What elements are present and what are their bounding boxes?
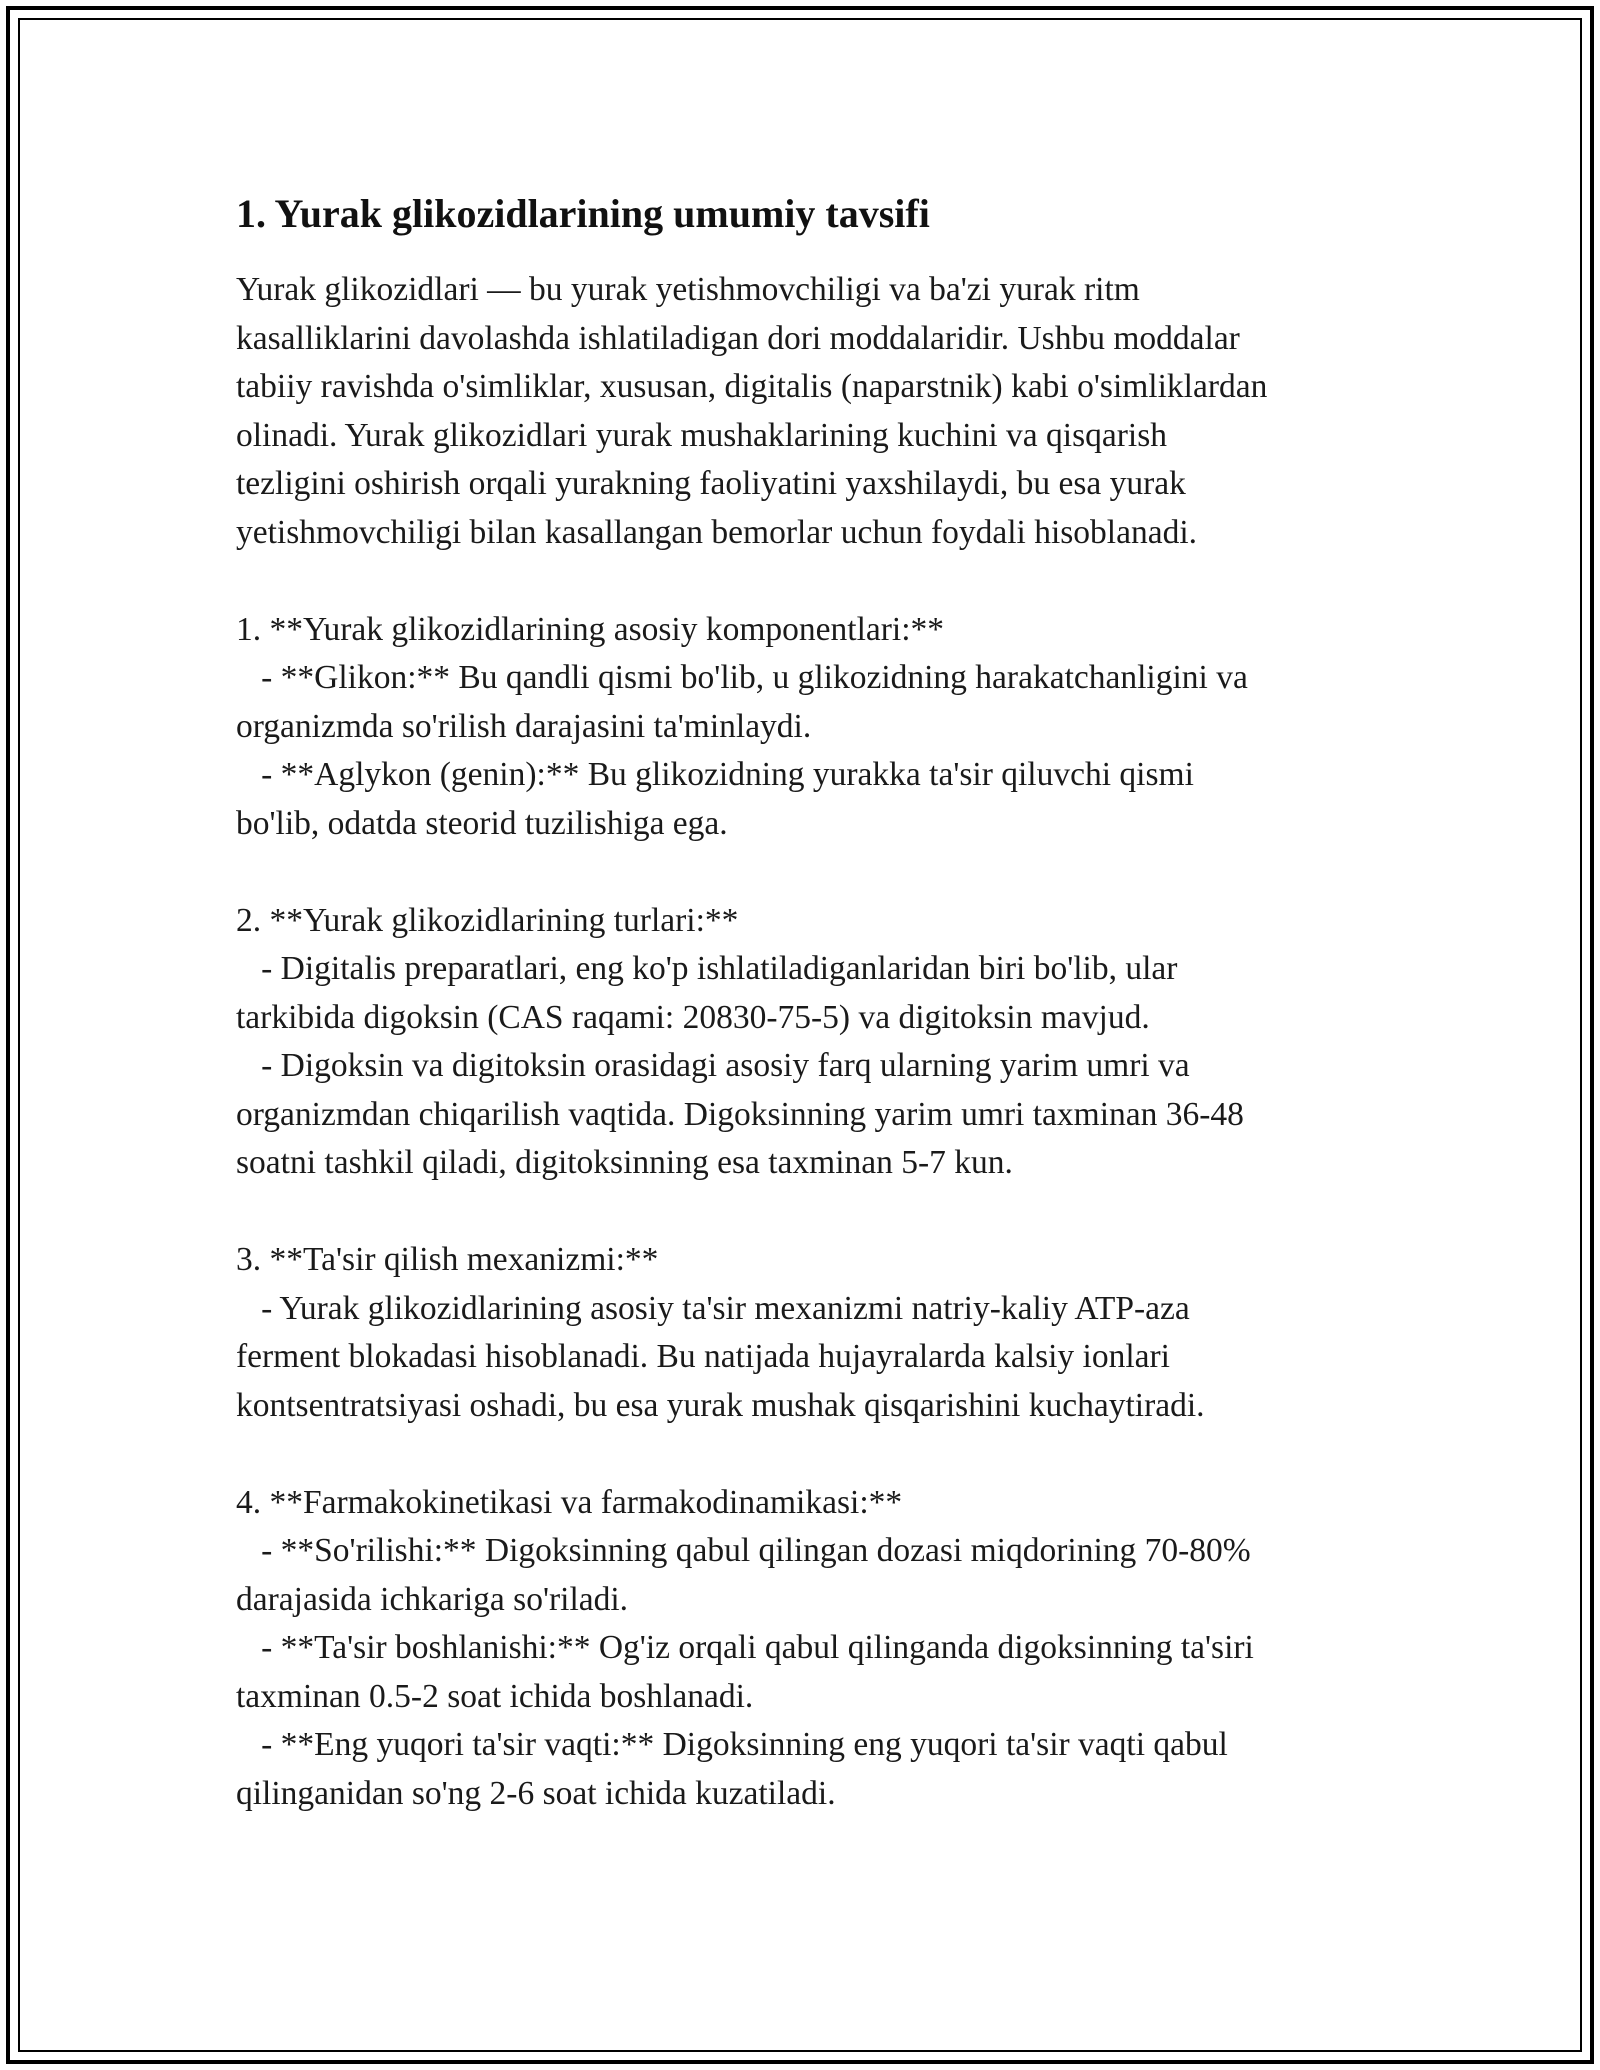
section-types (236, 897, 1386, 1188)
list-item: - Digitalis preparatlari, eng ko'p ishlatiladiganlaridan biri bo'lib, ular tarkibida digoksin (CAS raqami: 20830-75-5) va digitoksin mavjud. (236, 950, 1178, 1036)
section-heading: 1. **Yurak glikozidlarining asosiy komponentlari:** (236, 610, 945, 648)
list-item: - **Eng yuqori ta'sir vaqti:** Digoksinning eng yuqori ta'sir vaqti qabul qilinganidan so'ng 2-6 soat ichida kuzatiladi. (236, 1726, 1228, 1812)
list-item: - Digoksin va digitoksin orasidagi asosiy farq ularning yarim umri va organizmdan chiqarilish vaqtida. Digoksinning yarim umri taxminan 36-48 soatni tashkil qiladi, digitoksinning esa taxminan 5-7 kun. (236, 1047, 1244, 1181)
section-heading: 2. **Yurak glikozidlarining turlari:** (236, 901, 739, 939)
intro-paragraph: Yurak glikozidlari — bu yurak yetishmovchiligi va ba'zi yurak ritm kasalliklarini davolashda ishlatiladigan dori moddalaridir. Ushbu moddalar tabiiy ravishda o'simliklar, xususan, digitalis (naparstnik) kabi o'simliklardan olinadi. Yurak glikozidlari yurak mushaklarining kuchini va qisqarish tezligini oshirish orqali yurakning faoliyatini yaxshilaydi, bu esa yurak yetishmovchiligi bilan kasallangan bemorlar uchun foydali hisoblanadi. (236, 271, 1268, 551)
document-body (236, 186, 1386, 1818)
list-item: - **So'rilishi:** Digoksinning qabul qilingan dozasi miqdorining 70-80% darajasida ichkariga so'riladi. (236, 1532, 1251, 1618)
list-item: - **Ta'sir boshlanishi:** Og'iz orqali qabul qilinganda digoksinning ta'siri taxminan 0.5-2 soat ichida boshlanadi. (236, 1629, 1254, 1715)
list-item: - Yurak glikozidlarining asosiy ta'sir mexanizmi natriy-kaliy ATP-aza ferment blokadasi hisoblanadi. Bu natijada hujayralarda kalsiy ionlari kontsentratsiyasi oshadi, bu esa yurak mushak qisqarishini kuchaytiradi. (236, 1289, 1205, 1424)
section-components (236, 606, 1386, 849)
section-heading: 4. **Farmakokinetikasi va farmakodinamikasi:** (236, 1483, 903, 1521)
document-title: 1. Yurak glikozidlarining umumiy tavsifi (236, 191, 930, 236)
list-item: - **Glikon:** Bu qandli qismi bo'lib, u glikozidning harakatchanligini va organizmda so'rilish darajasini ta'minlaydi. (236, 659, 1248, 745)
section-heading: 3. **Ta'sir qilish mexanizmi:** (236, 1241, 659, 1278)
section-pharmacology (236, 1479, 1386, 1819)
section-mechanism (236, 1236, 1386, 1430)
list-item: - **Aglykon (genin):** Bu glikozidning yurakka ta'sir qiluvchi qismi bo'lib, odatda steorid tuzilishiga ega. (236, 756, 1194, 842)
